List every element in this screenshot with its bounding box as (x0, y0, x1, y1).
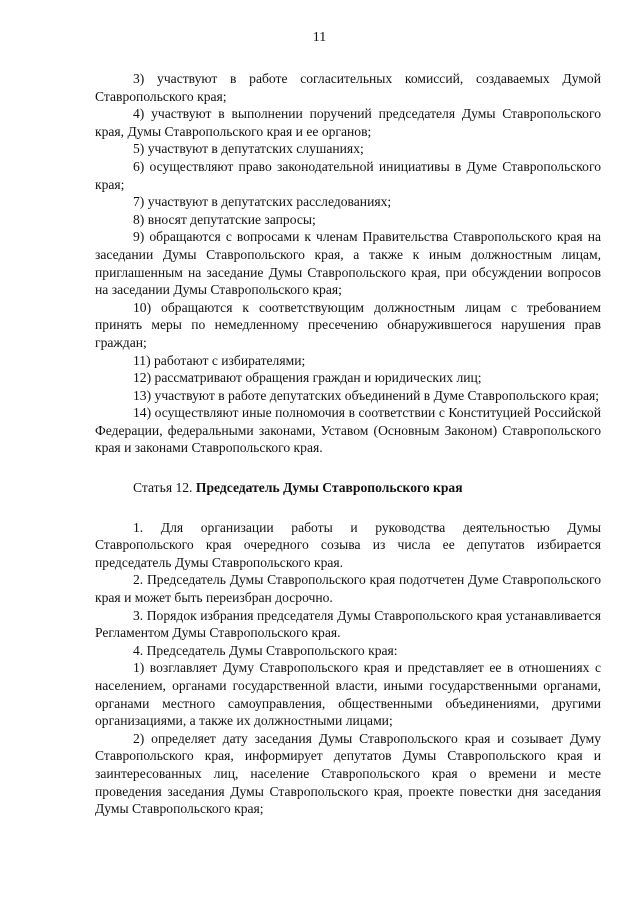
list-item: 10) обращаются к соответствующим должностным лицам с требованием принять меры по немедленному пресечению обнаружившегося нарушения прав граждан; (95, 299, 601, 350)
list-item: 12) рассматривают обращения граждан и юридических лиц; (133, 370, 482, 386)
paragraph: 2. Председатель Думы Ставропольского края подотчетен Думе Ставропольского края и может быть переизбран досрочно. (95, 572, 601, 606)
list-item: 1) возглавляет Думу Ставропольского края и представляет ее в отношениях с населением, органами государственной власти, иными государственными органами, органами местного самоуправления, общественными объединениями, другими организациями, а также их должностными лицами; (95, 660, 601, 729)
paragraph: 1. Для организации работы и руководства деятельностью Думы Ставропольского края очередного созыва из числа ее депутатов избирается председатель Думы Ставропольского края. (95, 519, 601, 570)
list-item: 3) участвуют в работе согласительных комиссий, создаваемых Думой Ставропольского края; (95, 71, 601, 104)
list-item: 14) осуществляют иные полномочия в соответствии с Конституцией Российской Федерации, федеральными законами, Уставом (Основным Законом) Ставропольского края и законами Ставропольского края. (95, 405, 601, 456)
article-prefix: Статья 12. (133, 480, 193, 496)
list-item: 4) участвуют в выполнении поручений председателя Думы Ставропольского края, Думы Ставропольского края и ее органов; (95, 106, 601, 139)
list-item: 9) обращаются с вопросами к членам Правительства Ставропольского края на заседании Думы Ставропольского края, а также к иным должностным лицам, приглашенным на заседание Думы Ставропольского края, при обсуждении вопросов на заседании Думы Ставропольского края; (95, 229, 601, 298)
paragraph: 3. Порядок избрания председателя Думы Ставропольского края устанавливается Регламентом Думы Ставропольского края. (95, 607, 601, 641)
paragraph: 4. Председатель Думы Ставропольского края: (133, 642, 398, 658)
list-item: 11) работают с избирателями; (133, 352, 306, 368)
article-title: Председатель Думы Ставропольского края (195, 480, 463, 496)
list-item: 5) участвуют в депутатских слушаниях; (133, 141, 364, 157)
list-item: 6) осуществляют право законодательной инициативы в Думе Ставропольского края; (95, 158, 601, 192)
list-item: 2) определяет дату заседания Думы Ставропольского края и созывает Думу Ставропольского края, информирует депутатов Думы Ставропольского края и заинтересованных лиц, население Ставропольского края о времени и месте проведения заседания Думы Ставропольского края, проекте повестки дня заседания Думы Ставропольского края; (95, 730, 601, 817)
list-item: 8) вносят депутатские запросы; (133, 211, 316, 227)
list-item: 13) участвуют в работе депутатских объединений в Думе Ставропольского края; (133, 387, 600, 403)
article-heading (95, 479, 601, 497)
document-body (95, 70, 601, 818)
page-number: 11 (312, 30, 327, 45)
list-item: 7) участвуют в депутатских расследованиях; (133, 194, 392, 210)
